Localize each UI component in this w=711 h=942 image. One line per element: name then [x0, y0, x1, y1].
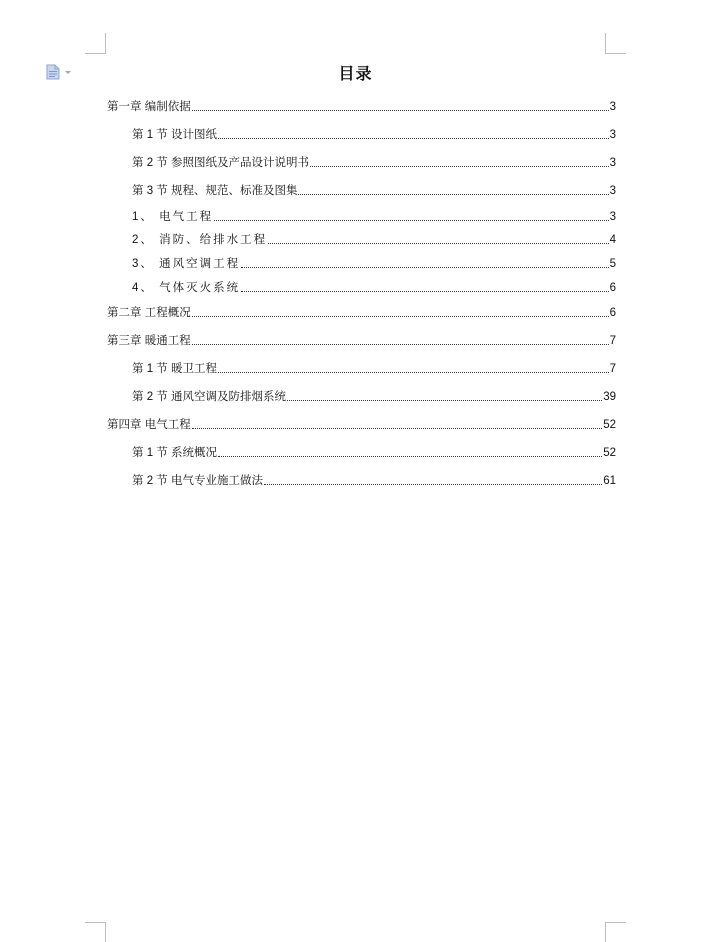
toc-entry-text: 第一章 编制依据 — [107, 101, 191, 113]
margin-mark-bottom-right — [605, 922, 606, 942]
dot-leader — [192, 428, 603, 429]
margin-mark-bottom-left — [85, 922, 106, 923]
toc-entry-section[interactable] — [132, 360, 616, 376]
toc-entry-item[interactable] — [132, 255, 616, 271]
toc-entry-text: 第 3 节 规程、规范、标准及图集 — [132, 185, 298, 197]
toc-entry-item[interactable] — [132, 208, 616, 224]
toc-entry-text: 第 2 节 通风空调及防排烟系统 — [132, 391, 286, 403]
toc-entry-chapter[interactable] — [107, 304, 616, 320]
dot-leader — [268, 243, 609, 244]
toc-entry-text: 第 2 节 参照图纸及产品设计说明书 — [132, 157, 309, 169]
toc-entry-text: 第 1 节 暖卫工程 — [132, 363, 217, 375]
toc-page-number: 4 — [609, 234, 616, 246]
toc-entry-section[interactable] — [132, 154, 616, 170]
toc-page-number: 5 — [609, 258, 616, 270]
toc-page-number: 3 — [609, 129, 616, 141]
dot-leader — [192, 344, 609, 345]
toc-page-number: 3 — [609, 101, 616, 113]
margin-mark-top-right — [605, 33, 606, 54]
toc-page-number: 6 — [609, 307, 616, 319]
margin-mark-bottom-right — [605, 922, 626, 923]
dot-leader — [241, 267, 609, 268]
dot-leader — [310, 166, 609, 167]
toc-entry-text: 第 1 节 系统概况 — [132, 447, 217, 459]
margin-mark-bottom-left — [105, 922, 106, 942]
toc-page-number: 3 — [609, 157, 616, 169]
toc-entry-item[interactable] — [132, 231, 616, 247]
toc-entry-chapter[interactable] — [107, 98, 616, 114]
toc-entry-section[interactable] — [132, 388, 616, 404]
toc-entry-text: 4、 气体灭火系统 — [132, 282, 241, 294]
toc-page-number: 61 — [603, 475, 616, 487]
toc-entry-text: 2、 消防、给排水工程 — [132, 234, 268, 246]
toc-page-number: 3 — [609, 211, 616, 223]
toc-page-number: 52 — [603, 447, 616, 459]
toc-entry-section[interactable] — [132, 472, 616, 488]
toc-entry-text: 第 2 节 电气专业施工做法 — [132, 475, 263, 487]
dot-leader — [214, 220, 609, 221]
toc-page-number: 6 — [609, 282, 616, 294]
dot-leader — [192, 110, 609, 111]
toc-entry-text: 第三章 暖通工程 — [107, 335, 191, 347]
toc-entry-text: 第二章 工程概况 — [107, 307, 191, 319]
dot-leader — [218, 456, 602, 457]
toc-entry-section[interactable] — [132, 126, 616, 142]
toc-entry-chapter[interactable] — [107, 332, 616, 348]
toc-entry-text: 第四章 电气工程 — [107, 419, 191, 431]
dot-leader — [192, 316, 609, 317]
toc-entry-text: 1、 电气工程 — [132, 211, 214, 223]
toc-entry-text: 第 1 节 设计图纸 — [132, 129, 217, 141]
toc-title: 目录 — [338, 66, 373, 83]
toc-entry-section[interactable] — [132, 182, 616, 198]
toc-page-number: 39 — [603, 391, 616, 403]
toc-entry-chapter[interactable] — [107, 416, 616, 432]
dot-leader — [264, 484, 602, 485]
toc-entry-item[interactable] — [132, 279, 616, 295]
dot-leader — [298, 194, 608, 195]
toc-page-number: 52 — [603, 419, 616, 431]
margin-mark-top-left — [105, 33, 106, 54]
dot-leader — [287, 400, 602, 401]
toc-page-number: 3 — [609, 185, 616, 197]
margin-mark-top-right — [605, 53, 626, 54]
dot-leader — [218, 138, 609, 139]
toc-entry-section[interactable] — [132, 444, 616, 460]
toc-page-number: 7 — [609, 335, 616, 347]
toc-page-number: 7 — [609, 363, 616, 375]
dot-leader — [218, 372, 609, 373]
margin-mark-top-left — [85, 53, 106, 54]
dot-leader — [241, 291, 609, 292]
toc-entry-text: 3、 通风空调工程 — [132, 258, 241, 270]
